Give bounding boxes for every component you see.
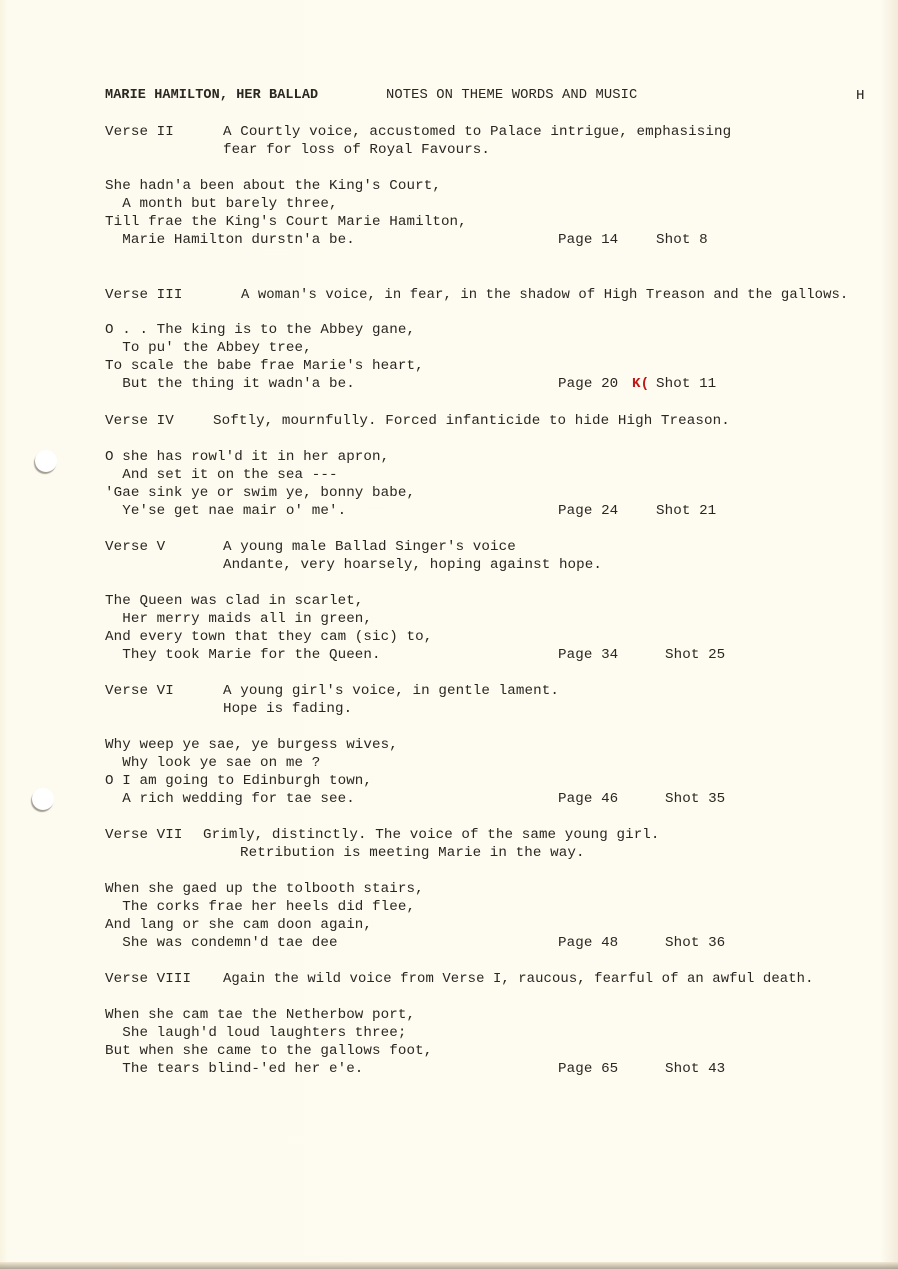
page-ref: Page 65	[558, 1061, 619, 1077]
shot-ref: Shot 43	[665, 1061, 726, 1077]
lyric-line: Marie Hamilton durstn'a be.	[105, 232, 355, 248]
page-bottom-edge	[0, 1262, 898, 1269]
verse-note: Andante, very hoarsely, hoping against hope.	[223, 557, 603, 573]
lyric-line: She hadn'a been about the King's Court,	[105, 178, 441, 194]
verse-note: A young male Ballad Singer's voice	[223, 539, 516, 555]
verse-note: fear for loss of Royal Favours.	[223, 142, 491, 158]
lyric-line: But when she came to the gallows foot,	[105, 1043, 433, 1059]
page-ref: Page 46	[558, 791, 619, 807]
page-ref: Page 20	[558, 376, 619, 392]
lyric-line: They took Marie for the Queen.	[105, 647, 381, 663]
lyric-line: To pu' the Abbey tree,	[105, 340, 312, 356]
shot-ref: Shot 21	[656, 503, 717, 519]
lyric-line: Her merry maids all in green,	[105, 611, 373, 627]
page-ref: Page 24	[558, 503, 619, 519]
lyric-line: The Queen was clad in scarlet,	[105, 593, 364, 609]
lyric-line: Why weep ye sae, ye burgess wives,	[105, 737, 398, 753]
lyric-line: To scale the babe frae Marie's heart,	[105, 358, 424, 374]
verse-label: Verse V	[105, 539, 166, 555]
lyric-line: She was condemn'd tae dee	[105, 935, 338, 951]
verse-note: Retribution is meeting Marie in the way.	[240, 845, 585, 861]
lyric-line: A rich wedding for tae see.	[105, 791, 355, 807]
lyric-line: O . . The king is to the Abbey gane,	[105, 322, 416, 338]
page-letter: H	[856, 88, 865, 104]
punch-hole-upper	[35, 450, 57, 472]
verse-label: Verse VIII	[105, 971, 192, 987]
lyric-line: O I am going to Edinburgh town,	[105, 773, 373, 789]
lyric-line: Ye'se get nae mair o' me'.	[105, 503, 347, 519]
lyric-line: Why look ye sae on me ?	[105, 755, 321, 771]
document-title: MARIE HAMILTON, HER BALLAD	[105, 88, 319, 103]
document-subtitle: NOTES ON THEME WORDS AND MUSIC	[386, 88, 638, 103]
page-ref: Page 14	[558, 232, 619, 248]
verse-label: Verse VII	[105, 827, 183, 843]
lyric-line: When she cam tae the Netherbow port,	[105, 1007, 416, 1023]
lyric-line: And set it on the sea ---	[105, 467, 338, 483]
punch-hole-lower	[32, 788, 54, 810]
shot-ref: Shot 8	[656, 232, 708, 248]
lyric-line: A month but barely three,	[105, 196, 338, 212]
verse-note: Grimly, distinctly. The voice of the same young girl.	[203, 827, 660, 843]
verse-note: A Courtly voice, accustomed to Palace intrigue, emphasising	[223, 124, 732, 140]
lyric-line: When she gaed up the tolbooth stairs,	[105, 881, 424, 897]
shot-ref: Shot 25	[665, 647, 726, 663]
lyric-line: But the thing it wadn'a be.	[105, 376, 355, 392]
verse-note: Again the wild voice from Verse I, raucous, fearful of an awful death.	[223, 971, 814, 987]
verse-note: Softly, mournfully. Forced infanticide to hide High Treason.	[213, 413, 730, 429]
verse-label: Verse II	[105, 124, 174, 140]
shot-ref: Shot 11	[656, 376, 717, 392]
lyric-line: O she has rowl'd it in her apron,	[105, 449, 390, 465]
verse-label: Verse IV	[105, 413, 174, 429]
verse-label: Verse III	[105, 287, 183, 303]
lyric-line: The corks frae her heels did flee,	[105, 899, 416, 915]
page-ref: Page 48	[558, 935, 619, 951]
lyric-line: And lang or she cam doon again,	[105, 917, 373, 933]
verse-label: Verse VI	[105, 683, 174, 699]
lyric-line: 'Gae sink ye or swim ye, bonny babe,	[105, 485, 416, 501]
lyric-line: Till frae the King's Court Marie Hamilton,	[105, 214, 467, 230]
lyric-line: She laugh'd loud laughters three;	[105, 1025, 407, 1041]
lyric-line: The tears blind-'ed her e'e.	[105, 1061, 364, 1077]
verse-note: A young girl's voice, in gentle lament.	[223, 683, 559, 699]
lyric-line: And every town that they cam (sic) to,	[105, 629, 433, 645]
shot-ref: Shot 35	[665, 791, 726, 807]
verse-note: Hope is fading.	[223, 701, 353, 717]
page-ref: Page 34	[558, 647, 619, 663]
verse-note: A woman's voice, in fear, in the shadow of High Treason and the gallows.	[241, 287, 849, 303]
shot-ref: Shot 36	[665, 935, 726, 951]
correction-mark: K(	[632, 376, 650, 392]
